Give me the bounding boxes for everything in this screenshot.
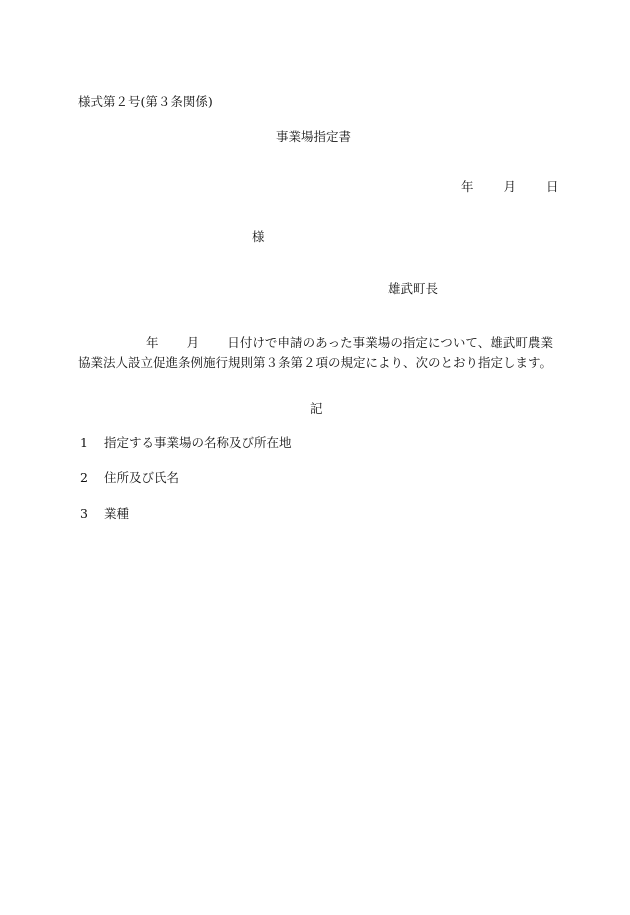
document-title: 事業場指定書 <box>276 129 352 144</box>
body-paragraph <box>78 333 553 373</box>
date-month-label: 月 <box>503 179 517 194</box>
addressee-suffix: 様 <box>252 229 265 244</box>
list-item-number: 1 <box>80 435 88 450</box>
body-year-label: 年 <box>146 335 159 350</box>
issuer-name: 雄武町長 <box>388 281 439 296</box>
list-item-number: 2 <box>80 470 88 485</box>
list-item-number: 3 <box>80 506 88 521</box>
form-number: 様式第２号(第３条関係) <box>78 94 213 109</box>
body-month-label: 月 <box>186 335 200 350</box>
list-item <box>80 472 179 485</box>
list-item <box>80 437 292 450</box>
list-item <box>80 508 129 521</box>
list-item-label: 指定する事業場の名称及び所在地 <box>104 435 292 450</box>
date-day-label: 日 <box>546 179 559 194</box>
date-year-label: 年 <box>461 179 474 194</box>
list-item-label: 業種 <box>104 506 130 521</box>
list-item-label: 住所及び氏名 <box>104 470 180 485</box>
date-line <box>461 181 559 194</box>
body-text: 日付けで申請のあった事業場の指定について、雄武町農業協業法人設立促進条例施行規則第３条第２項の規定により、次のとおり指定します。 <box>78 335 553 370</box>
ki-heading: 記 <box>310 401 323 416</box>
